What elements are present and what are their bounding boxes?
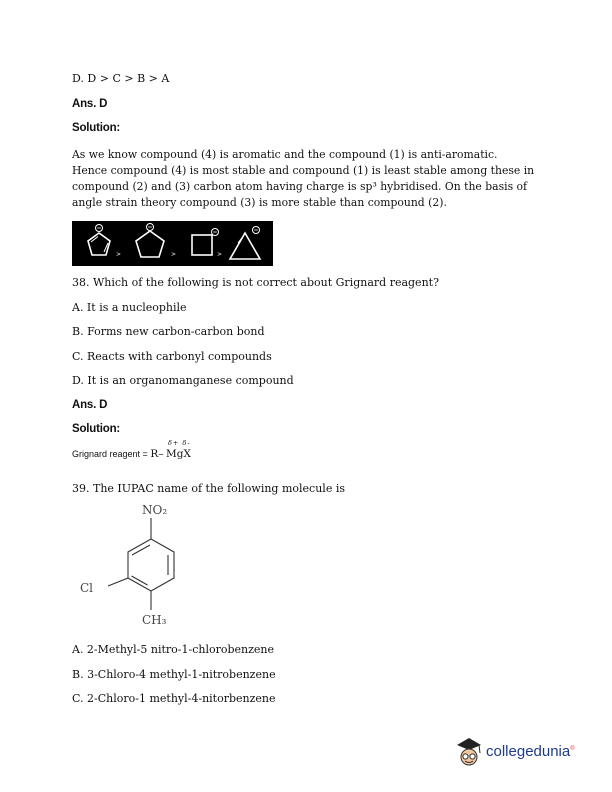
cyclopentadiene-ring	[88, 233, 110, 255]
cyclobutane-ring	[192, 235, 212, 255]
q38-option-c: C. Reacts with carbonyl compounds	[72, 350, 272, 363]
methyl-group-label: CH₃	[142, 613, 167, 627]
solution-line: compound (2) and (3) carbon atom having charge is sp³ hybridised. On the basis of	[72, 180, 528, 193]
greater-than-sign: >	[217, 251, 223, 258]
q38-option-d: D. It is an organomanganese compound	[72, 374, 294, 387]
cyclopentane-ring	[136, 231, 164, 257]
q38-answer: Ans. D	[72, 399, 108, 411]
question-38-text: 38. Which of the following is not correct about Grignard reagent?	[72, 276, 439, 289]
question-39-text: 39. The IUPAC name of the following molecule is	[72, 482, 345, 495]
chloro-label: Cl	[80, 581, 94, 595]
q38-solution-heading: Solution:	[72, 423, 121, 435]
solution-line: As we know compound (4) is aromatic and the compound (1) is anti-aromatic.	[72, 148, 498, 161]
solution-heading: Solution:	[72, 122, 121, 134]
q38-option-a: A. It is a nucleophile	[72, 301, 187, 314]
grignard-r-group: R–	[150, 448, 164, 460]
q39-option-a: A. 2-Methyl-5 nitro-1-chlorobenzene	[72, 643, 275, 656]
solution-paragraph	[72, 147, 542, 211]
greater-than-sign: >	[116, 251, 122, 258]
solution-line: Hence compound (4) is most stable and compound (1) is least stable among these in	[72, 164, 535, 177]
previous-answer: Ans. D	[72, 98, 108, 110]
nitro-group-label: NO₂	[142, 503, 168, 517]
partial-charges: δ+ δ-	[167, 439, 191, 447]
benzene-ring-diagram	[72, 496, 232, 628]
grignard-formula	[72, 439, 191, 460]
stability-order-figure	[72, 221, 273, 266]
solution-line: angle strain theory compound (3) is more stable than compound (2).	[72, 196, 447, 209]
student-mascot-icon	[454, 733, 484, 771]
registered-mark: ®	[570, 746, 575, 752]
greater-than-sign: >	[171, 251, 177, 258]
carbanion-structures	[72, 221, 273, 266]
q38-option-b: B. Forms new carbon-carbon bond	[72, 325, 265, 338]
q39-option-c: C. 2-Chloro-1 methyl-4-nitorbenzene	[72, 692, 276, 705]
grignard-mgx: δ+ δ- MgX	[165, 439, 191, 460]
q39-option-b: B. 3-Chloro-4 methyl-1-nitrobenzene	[72, 668, 276, 681]
benzene-ring	[128, 539, 174, 591]
grignard-label: Grignard reagent =	[72, 449, 151, 459]
logo-wordmark: collegedunia®	[486, 743, 575, 760]
previous-option-d: D. D > C > B > A	[72, 72, 170, 85]
molecule-structure	[72, 496, 232, 631]
cyclopropene-ring	[230, 233, 260, 259]
collegedunia-logo[interactable]	[454, 733, 594, 773]
